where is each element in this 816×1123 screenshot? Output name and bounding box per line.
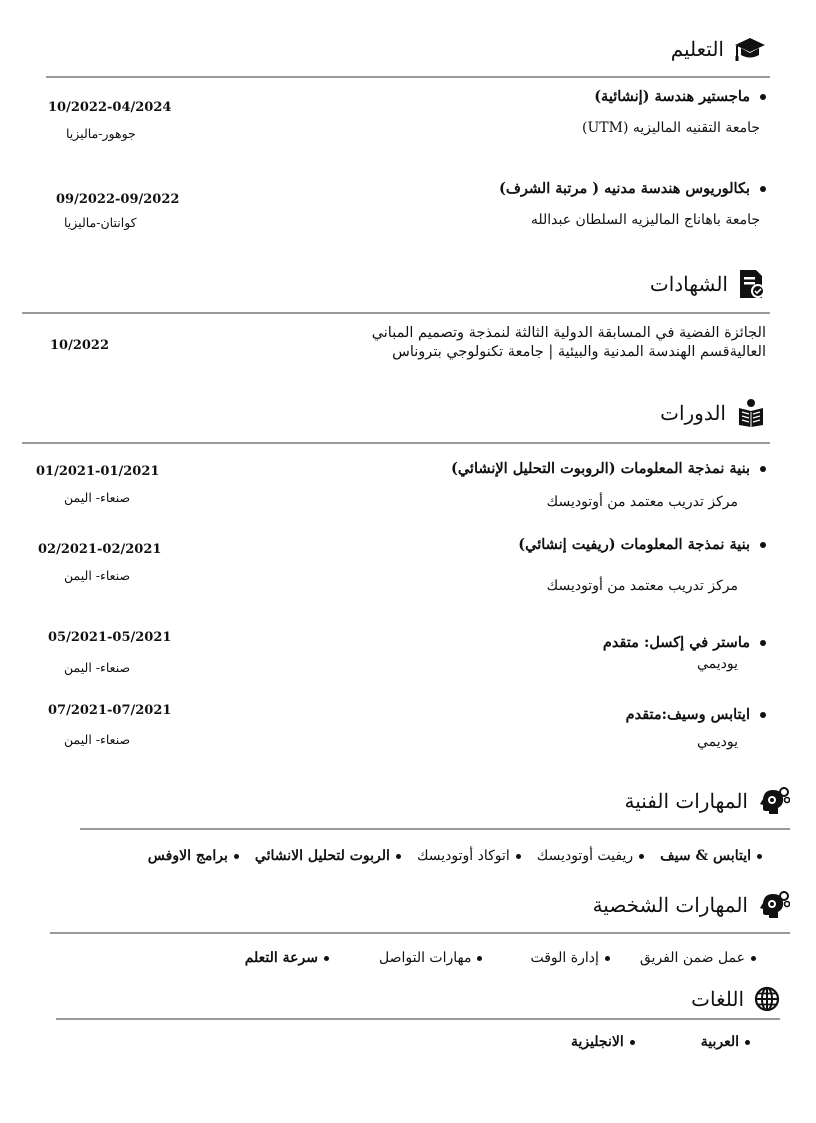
bullet-icon xyxy=(760,542,766,548)
bullet-icon xyxy=(760,712,766,718)
course-item-date: 07/2021-07/2021 xyxy=(48,703,172,718)
course-item-provider: مركز تدريب معتمد من أوتوديسك xyxy=(546,494,738,510)
courses-heading xyxy=(660,398,766,428)
technical-skills-heading xyxy=(625,786,791,816)
globe-icon xyxy=(754,986,780,1012)
bullet-icon xyxy=(757,854,762,859)
skill-item: اتوكاد أوتوديسك xyxy=(417,848,521,864)
language-item: الانجليزية xyxy=(571,1034,635,1050)
education-title: التعليم xyxy=(670,37,724,61)
courses-title: الدورات xyxy=(660,401,726,425)
bullet-icon xyxy=(639,854,644,859)
course-item-location: صنعاء- اليمن xyxy=(64,490,131,505)
education-item-location: كوانتان-ماليزيا xyxy=(64,215,137,230)
languages-title: اللغات xyxy=(691,987,744,1011)
bullet-icon xyxy=(745,1040,750,1045)
personal-skills-title: المهارات الشخصية xyxy=(592,893,748,917)
bullet-icon xyxy=(324,956,329,961)
courses-divider xyxy=(22,442,770,444)
education-item-institution: جامعة التقنيه الماليزيه (UTM) xyxy=(582,120,760,136)
course-item-location: صنعاء- اليمن xyxy=(64,732,131,747)
head-gears-icon xyxy=(758,786,790,816)
skill-item: سرعة التعلم xyxy=(245,950,329,966)
education-item-location: جوهور-ماليزيا xyxy=(66,126,136,141)
bullet-icon xyxy=(760,94,766,100)
technical-skills-list xyxy=(148,848,762,864)
course-item-date: 02/2021-02/2021 xyxy=(38,542,162,557)
languages-heading xyxy=(691,986,780,1012)
education-item-title: بكالوريوس هندسة مدنيه ( مرتبة الشرف) xyxy=(499,180,766,197)
bullet-icon xyxy=(477,956,482,961)
course-item-date: 01/2021-01/2021 xyxy=(36,464,160,479)
skill-item: عمل ضمن الفريق xyxy=(640,950,756,966)
certificates-divider xyxy=(22,312,770,314)
bullet-icon xyxy=(751,956,756,961)
certificate-item-line: العاليةقسم الهندسة المدنية والبيئية | جامعة تكنولوجي بتروناس xyxy=(392,344,766,360)
personal-skills-divider xyxy=(50,932,790,934)
course-item-title: ايتابس وسيف:متقدم xyxy=(626,706,766,723)
bullet-icon xyxy=(760,466,766,472)
languages-divider xyxy=(56,1018,780,1020)
bullet-icon xyxy=(760,186,766,192)
skill-item: مهارات التواصل xyxy=(379,950,483,966)
certificate-icon xyxy=(738,268,766,300)
skill-item: ايتابس & سيف xyxy=(660,848,762,864)
course-item-provider: يوديمي xyxy=(696,656,738,672)
languages-list xyxy=(571,1034,750,1050)
course-item-provider: يوديمي xyxy=(696,734,738,750)
graduation-cap-icon xyxy=(734,36,766,62)
certificates-heading xyxy=(650,268,766,300)
skill-item: ريفيت أوتوديسك xyxy=(537,848,644,864)
certificate-item-date: 10/2022 xyxy=(50,338,110,353)
course-item-date: 05/2021-05/2021 xyxy=(48,630,172,645)
technical-skills-divider xyxy=(80,828,790,830)
bullet-icon xyxy=(234,854,239,859)
education-heading xyxy=(671,36,766,62)
personal-skills-list xyxy=(245,950,756,966)
personal-skills-heading xyxy=(593,890,790,920)
course-item-title: ماستر في إكسل: متقدم xyxy=(603,634,766,651)
course-item-provider: مركز تدريب معتمد من أوتوديسك xyxy=(546,578,738,594)
head-gears-icon xyxy=(758,890,790,920)
education-item-date: 10/2022-04/2024 xyxy=(48,100,172,115)
bullet-icon xyxy=(396,854,401,859)
course-item-title: بنية نمذجة المعلومات (الروبوت التحليل الإنشائي) xyxy=(451,460,766,477)
bullet-icon xyxy=(605,956,610,961)
skill-item: برامج الاوفس xyxy=(148,848,239,864)
language-item: العربية xyxy=(701,1034,750,1050)
education-item-title: ماجستير هندسة (إنشائية) xyxy=(594,88,766,105)
certificates-title: الشهادات xyxy=(649,272,728,296)
bullet-icon xyxy=(760,640,766,646)
course-item-location: صنعاء- اليمن xyxy=(64,660,131,675)
certificate-item-line: الجائزة الفضية في المسابقة الدولية الثالثة لنمذجة وتصميم المباني xyxy=(371,325,766,341)
education-item-institution: جامعة باهاناج الماليزيه السلطان عبدالله xyxy=(530,212,760,228)
skill-item: إدارة الوقت xyxy=(530,950,609,966)
bullet-icon xyxy=(630,1040,635,1045)
technical-skills-title: المهارات الفنية xyxy=(624,789,748,813)
course-item-location: صنعاء- اليمن xyxy=(64,568,131,583)
education-divider xyxy=(46,76,770,78)
education-item-date: 09/2022-09/2022 xyxy=(56,192,180,207)
skill-item: الربوت لتحليل الانشائي xyxy=(255,848,401,864)
course-item-title: بنية نمذجة المعلومات (ريفيت إنشائي) xyxy=(518,536,766,553)
bullet-icon xyxy=(516,854,521,859)
book-reader-icon xyxy=(736,398,766,428)
